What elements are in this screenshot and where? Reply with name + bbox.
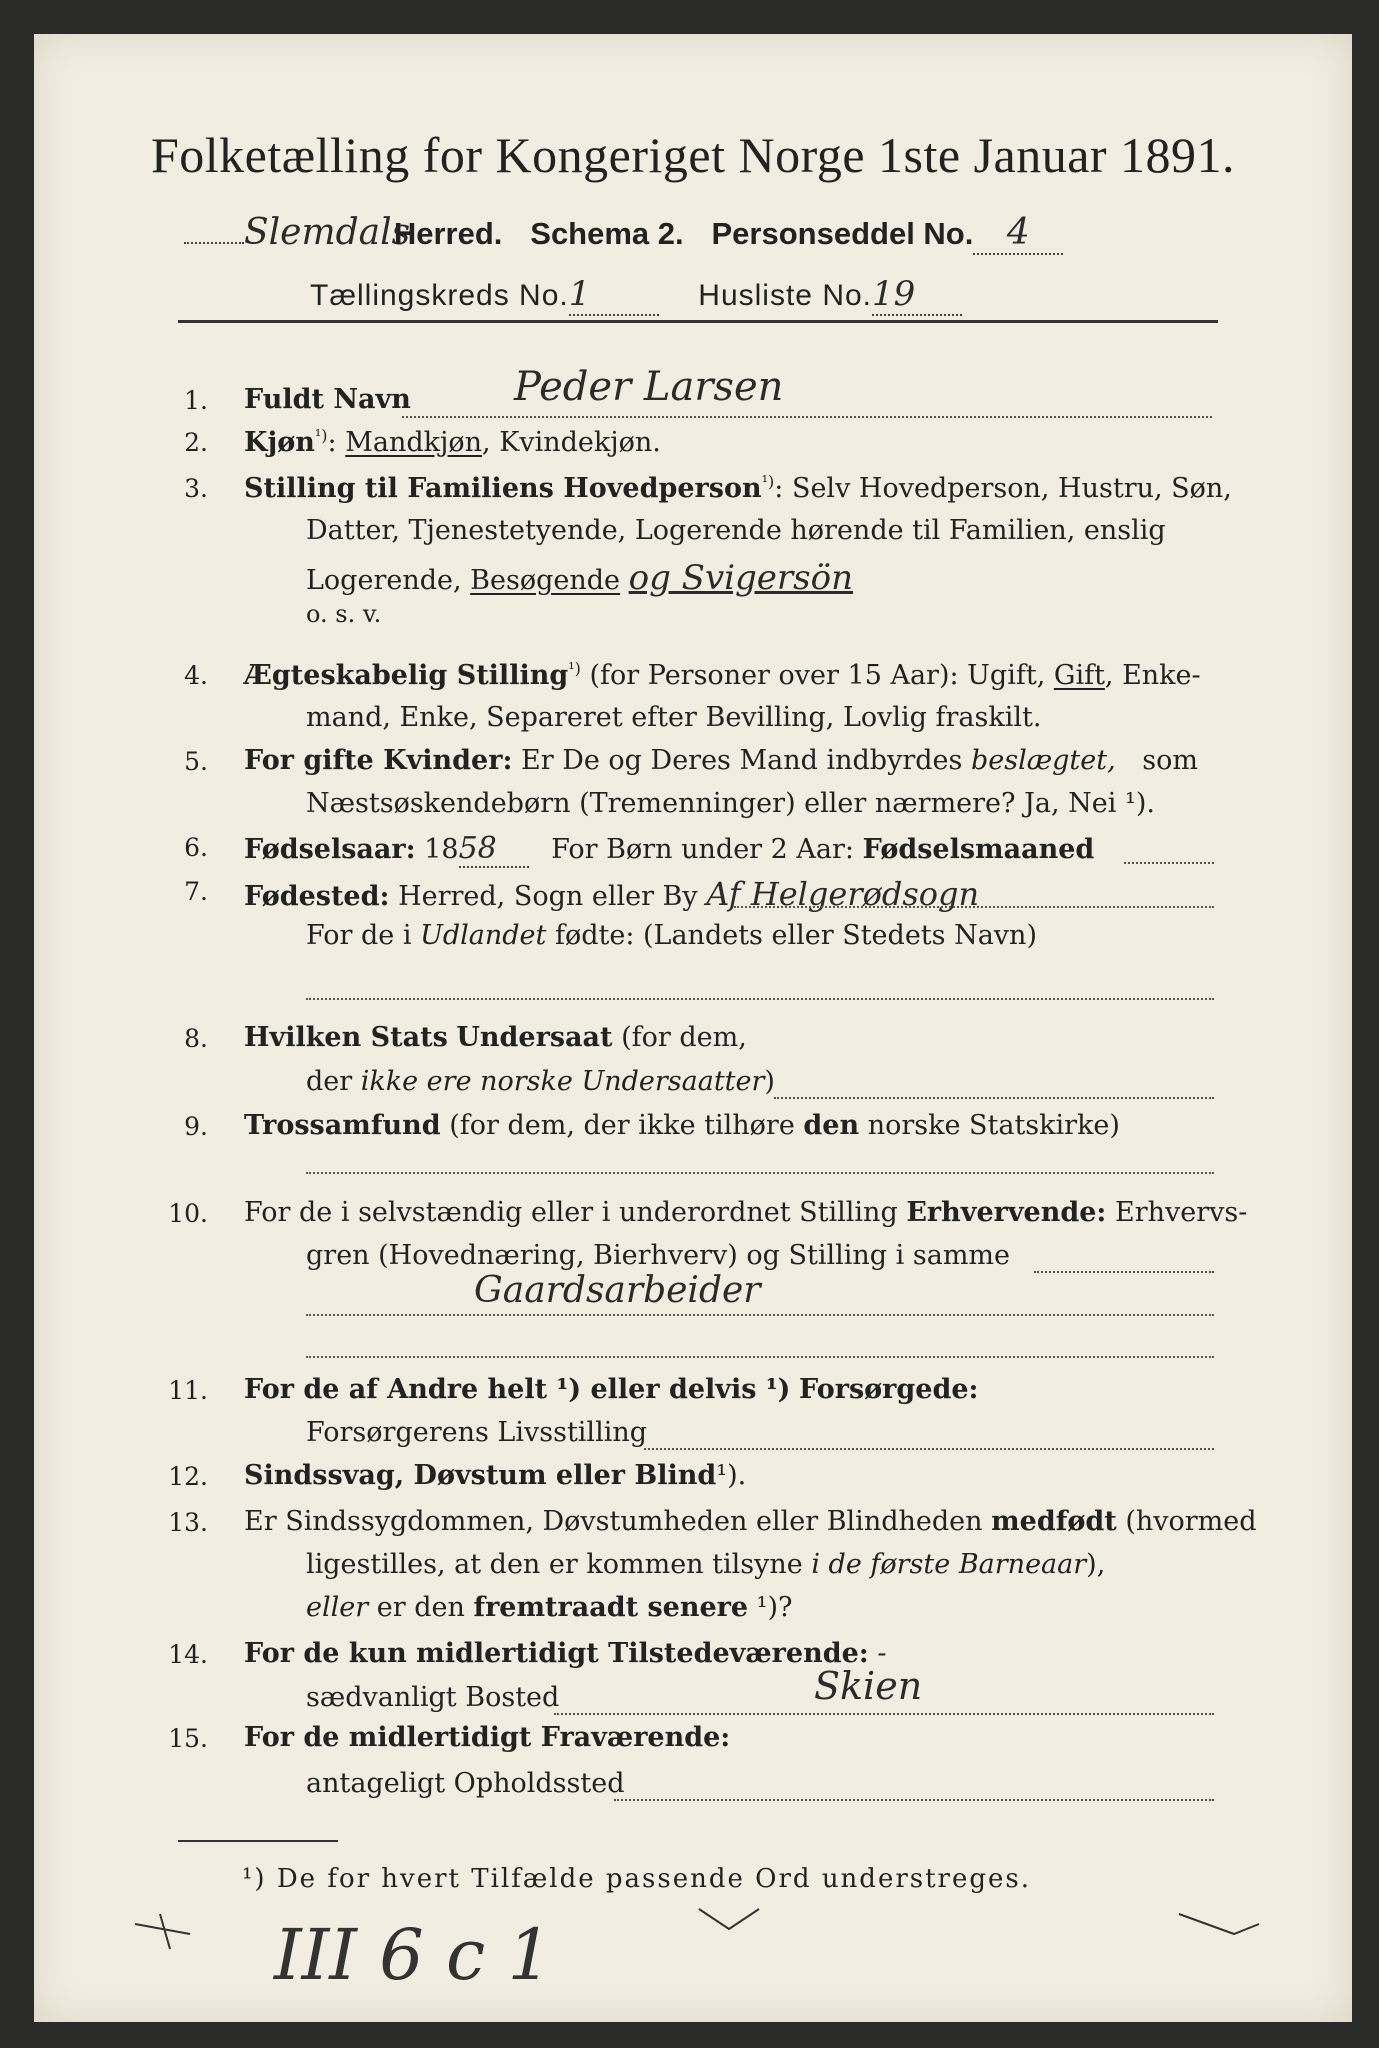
item-5-text: Er De og Deres Mand indbyrdes xyxy=(521,745,963,776)
item-2-number: 2. xyxy=(184,428,208,457)
item-8-der: der xyxy=(306,1066,353,1097)
item-8-label: Hvilken Stats xyxy=(244,1022,448,1053)
item-8-number: 8. xyxy=(184,1024,208,1053)
item-9-line xyxy=(244,1110,1120,1141)
item-10-handwritten: Gaardsarbeider xyxy=(474,1270,761,1311)
schema-label: Schema 2. xyxy=(530,216,684,251)
husliste-number: 19 xyxy=(872,274,962,316)
item-13-line3 xyxy=(306,1592,793,1623)
item-12-label: Sindssvag, Døvstum eller Blind xyxy=(244,1460,717,1491)
crop-mark-right-icon xyxy=(1174,1904,1264,1954)
item-14-label: For de kun midlertidigt Tilstedeværende: xyxy=(244,1638,869,1669)
item-10-erhvervende: Erhvervende: xyxy=(906,1197,1107,1228)
item-4-line2: mand, Enke, Separeret efter Bevilling, Lovlig fraskilt. xyxy=(306,702,1042,733)
item-11-text: For de af Andre helt ¹) eller delvis ¹) xyxy=(244,1374,791,1405)
item-4-sup: ¹) xyxy=(568,659,581,678)
item-3-line1 xyxy=(244,472,1232,504)
item-13-paren: ), xyxy=(1086,1549,1106,1580)
item-4-gift: Gift xyxy=(1053,660,1105,691)
item-1-number: 1. xyxy=(184,386,208,415)
item-11-number: 11. xyxy=(168,1376,208,1405)
item-6-line xyxy=(244,831,1094,868)
item-2-colon: : xyxy=(327,427,337,458)
margin-mark-handwritten: III 6 c 1 xyxy=(274,1914,552,1996)
item-5-label: For gifte Kvinder: xyxy=(244,745,513,776)
item-13-medfodt: medfødt xyxy=(991,1506,1117,1537)
item-13-number: 13. xyxy=(168,1508,208,1537)
item-13-line2 xyxy=(306,1549,1105,1580)
item-10-number: 10. xyxy=(168,1199,208,1228)
footnote: ¹) De for hvert Tilfælde passende Ord understreges. xyxy=(242,1864,1032,1894)
item-9-den: den xyxy=(803,1110,860,1141)
item-4-label: Ægteskabelig Stilling xyxy=(244,660,569,691)
item-2-text: Kjøn$^{^1)}$: Mandkjøn, Kvindekjøn. xyxy=(244,426,661,458)
census-form-sheet xyxy=(34,34,1352,2022)
item-6-number: 6. xyxy=(184,833,208,862)
item-8-line1 xyxy=(244,1022,747,1053)
item-4-options-1: (for Personer over 15 Aar): Ugift, xyxy=(589,660,1046,691)
item-12-line xyxy=(244,1460,746,1491)
item-4-line1 xyxy=(244,659,1201,691)
item-2-mandkjon: Mandkjøn xyxy=(345,427,483,458)
item-13-barneaar: i de første Barneaar xyxy=(811,1549,1087,1580)
item-13-er-den: er den xyxy=(376,1592,465,1623)
item-9-label: Trossamfund xyxy=(244,1110,441,1141)
item-15-line xyxy=(614,1799,1214,1801)
item-7-udlandet: Udlandet xyxy=(420,920,547,951)
item-5-beslaegtet: beslægtet, xyxy=(970,745,1116,776)
item-12-sup: ¹). xyxy=(716,1460,747,1491)
item-6-prefix: 18 xyxy=(424,834,459,865)
item-12-number: 12. xyxy=(168,1462,208,1491)
item-6-label: Fødselsaar: xyxy=(244,834,416,865)
husliste-label: Husliste No. xyxy=(698,279,873,312)
item-13-text: Er Sindssygdommen, Døvstumheden eller Blindheden xyxy=(244,1506,983,1537)
crop-mark-center-icon xyxy=(694,1904,764,1944)
item-7-number: 7. xyxy=(184,877,208,906)
item-11-line2: Forsørgerens Livsstilling xyxy=(306,1417,648,1448)
item-10-line3 xyxy=(306,1314,1214,1316)
item-11-line1 xyxy=(244,1374,979,1405)
item-6-fodselsmaaned: Fødselsmaaned xyxy=(862,834,1095,865)
item-14-number: 14. xyxy=(168,1640,208,1669)
footnote-rule xyxy=(178,1840,338,1842)
item-7-line-extra xyxy=(306,998,1214,1000)
header-rule xyxy=(178,320,1218,323)
item-7-handwritten: Af Helgerødsogn xyxy=(706,875,980,913)
item-10-text: For de i selvstændig eller i underordnet Stilling xyxy=(244,1197,898,1228)
item-5-line2: Næstsøskendebørn (Tremenninger) eller nærmere? Ja, Nei ¹). xyxy=(306,788,1155,819)
item-3-sup: ¹) xyxy=(761,472,775,491)
personseddel-number: 4 xyxy=(973,212,1063,255)
item-6-year-handwritten: 58 xyxy=(459,831,529,868)
kreds-number: 1 xyxy=(569,274,659,316)
item-1-label: Fuldt Navn xyxy=(244,384,411,415)
item-11-forsorgede: Forsørgede: xyxy=(799,1374,979,1405)
item-8-text: (for dem, xyxy=(621,1022,747,1053)
item-3-line2: Datter, Tjenestetyende, Logerende hørende til Familien, enslig xyxy=(306,515,1166,546)
item-5-line1 xyxy=(244,745,1198,776)
item-10-line2: gren (Hovednæring, Bierhverv) og Stilling i samme xyxy=(306,1240,1011,1271)
item-8-line xyxy=(774,1097,1214,1099)
item-8-undersaat: Undersaat xyxy=(456,1022,613,1053)
item-9-statskirke: norske Statskirke) xyxy=(867,1110,1120,1141)
item-13-hvormed: (hvormed xyxy=(1125,1506,1257,1537)
item-7-line2 xyxy=(306,920,1037,951)
item-10-line1 xyxy=(244,1197,1247,1228)
item-1-line xyxy=(402,416,1212,418)
item-4-options-1b: , Enke- xyxy=(1104,660,1201,691)
item-7-line xyxy=(734,906,1214,908)
item-8-line2 xyxy=(306,1066,775,1097)
item-5-number: 5. xyxy=(184,747,208,776)
item-9-text: (for dem, der ikke tilhøre xyxy=(449,1110,795,1141)
item-2-label: Kjøn xyxy=(244,427,315,458)
kreds-label: Tællingskreds No. xyxy=(310,279,569,312)
crop-mark-left-icon xyxy=(130,1904,200,1954)
herred-line xyxy=(184,212,1063,255)
item-1-name-handwritten: Peder Larsen xyxy=(514,364,784,410)
herred-label: Herred. xyxy=(393,216,503,251)
item-3-label: Stilling til Familiens Hovedperson xyxy=(244,473,762,504)
item-13-q: ¹)? xyxy=(756,1592,793,1623)
item-7-for-de-i: For de i xyxy=(306,920,412,951)
item-11-line xyxy=(644,1448,1214,1450)
item-10-line2-dots xyxy=(1034,1271,1214,1273)
item-3-options-1: : Selv Hovedperson, Hustru, Søn, xyxy=(774,473,1232,504)
item-7-fodte: fødte: (Landets eller Stedets Navn) xyxy=(554,920,1037,951)
item-3-besogende: Besøgende xyxy=(470,565,621,596)
item-13-eller: eller xyxy=(306,1592,369,1623)
item-14-line2: sædvanligt Bosted xyxy=(306,1682,560,1713)
item-10-erhvervs: Erhvervs- xyxy=(1115,1197,1248,1228)
item-14-handwritten: Skien xyxy=(814,1664,923,1708)
item-9-line-extra xyxy=(306,1172,1214,1174)
item-3-number: 3. xyxy=(184,474,208,503)
item-13-ligestilles: ligestilles, at den er kommen tilsyne xyxy=(306,1549,803,1580)
item-5-som: som xyxy=(1142,745,1198,776)
kreds-line xyxy=(310,274,962,316)
item-9-number: 9. xyxy=(184,1112,208,1141)
item-3-line4: o. s. v. xyxy=(306,600,382,628)
item-2-kvindekjon: Kvindekjøn. xyxy=(499,427,661,458)
item-15-label: For de midlertidigt Fraværende: xyxy=(244,1722,731,1753)
item-14-line1 xyxy=(244,1638,886,1669)
item-13-fremtraadt: fremtraadt senere xyxy=(473,1592,749,1623)
item-14-line xyxy=(554,1713,1214,1715)
item-14-dash: - xyxy=(877,1638,887,1669)
item-6-text: For Børn under 2 Aar: xyxy=(551,834,855,865)
item-8-ikke-norske: ikke ere norske Undersaatter xyxy=(360,1066,765,1097)
item-8-paren: ) xyxy=(764,1066,775,1097)
item-6-line-end xyxy=(1124,862,1214,864)
personseddel-label: Personseddel No. xyxy=(711,216,974,251)
item-2-sup: ¹) xyxy=(314,426,328,445)
item-10-line4 xyxy=(306,1356,1214,1358)
item-3-handwritten: og Svigersön xyxy=(628,558,853,598)
herred-handwritten: Slemdals xyxy=(244,212,411,253)
item-13-line1 xyxy=(244,1506,1257,1537)
form-title: Folketælling for Kongeriget Norge 1ste Januar 1891. xyxy=(150,127,1236,183)
item-4-number: 4. xyxy=(184,661,208,690)
item-3-logerende: Logerende, xyxy=(306,565,462,596)
item-3-line3 xyxy=(306,558,853,598)
item-15-number: 15. xyxy=(168,1724,208,1753)
item-7-label: Fødested: xyxy=(244,881,390,912)
item-15-line2: antageligt Opholdssted xyxy=(306,1768,625,1799)
item-7-text: Herred, Sogn eller By xyxy=(398,881,698,912)
